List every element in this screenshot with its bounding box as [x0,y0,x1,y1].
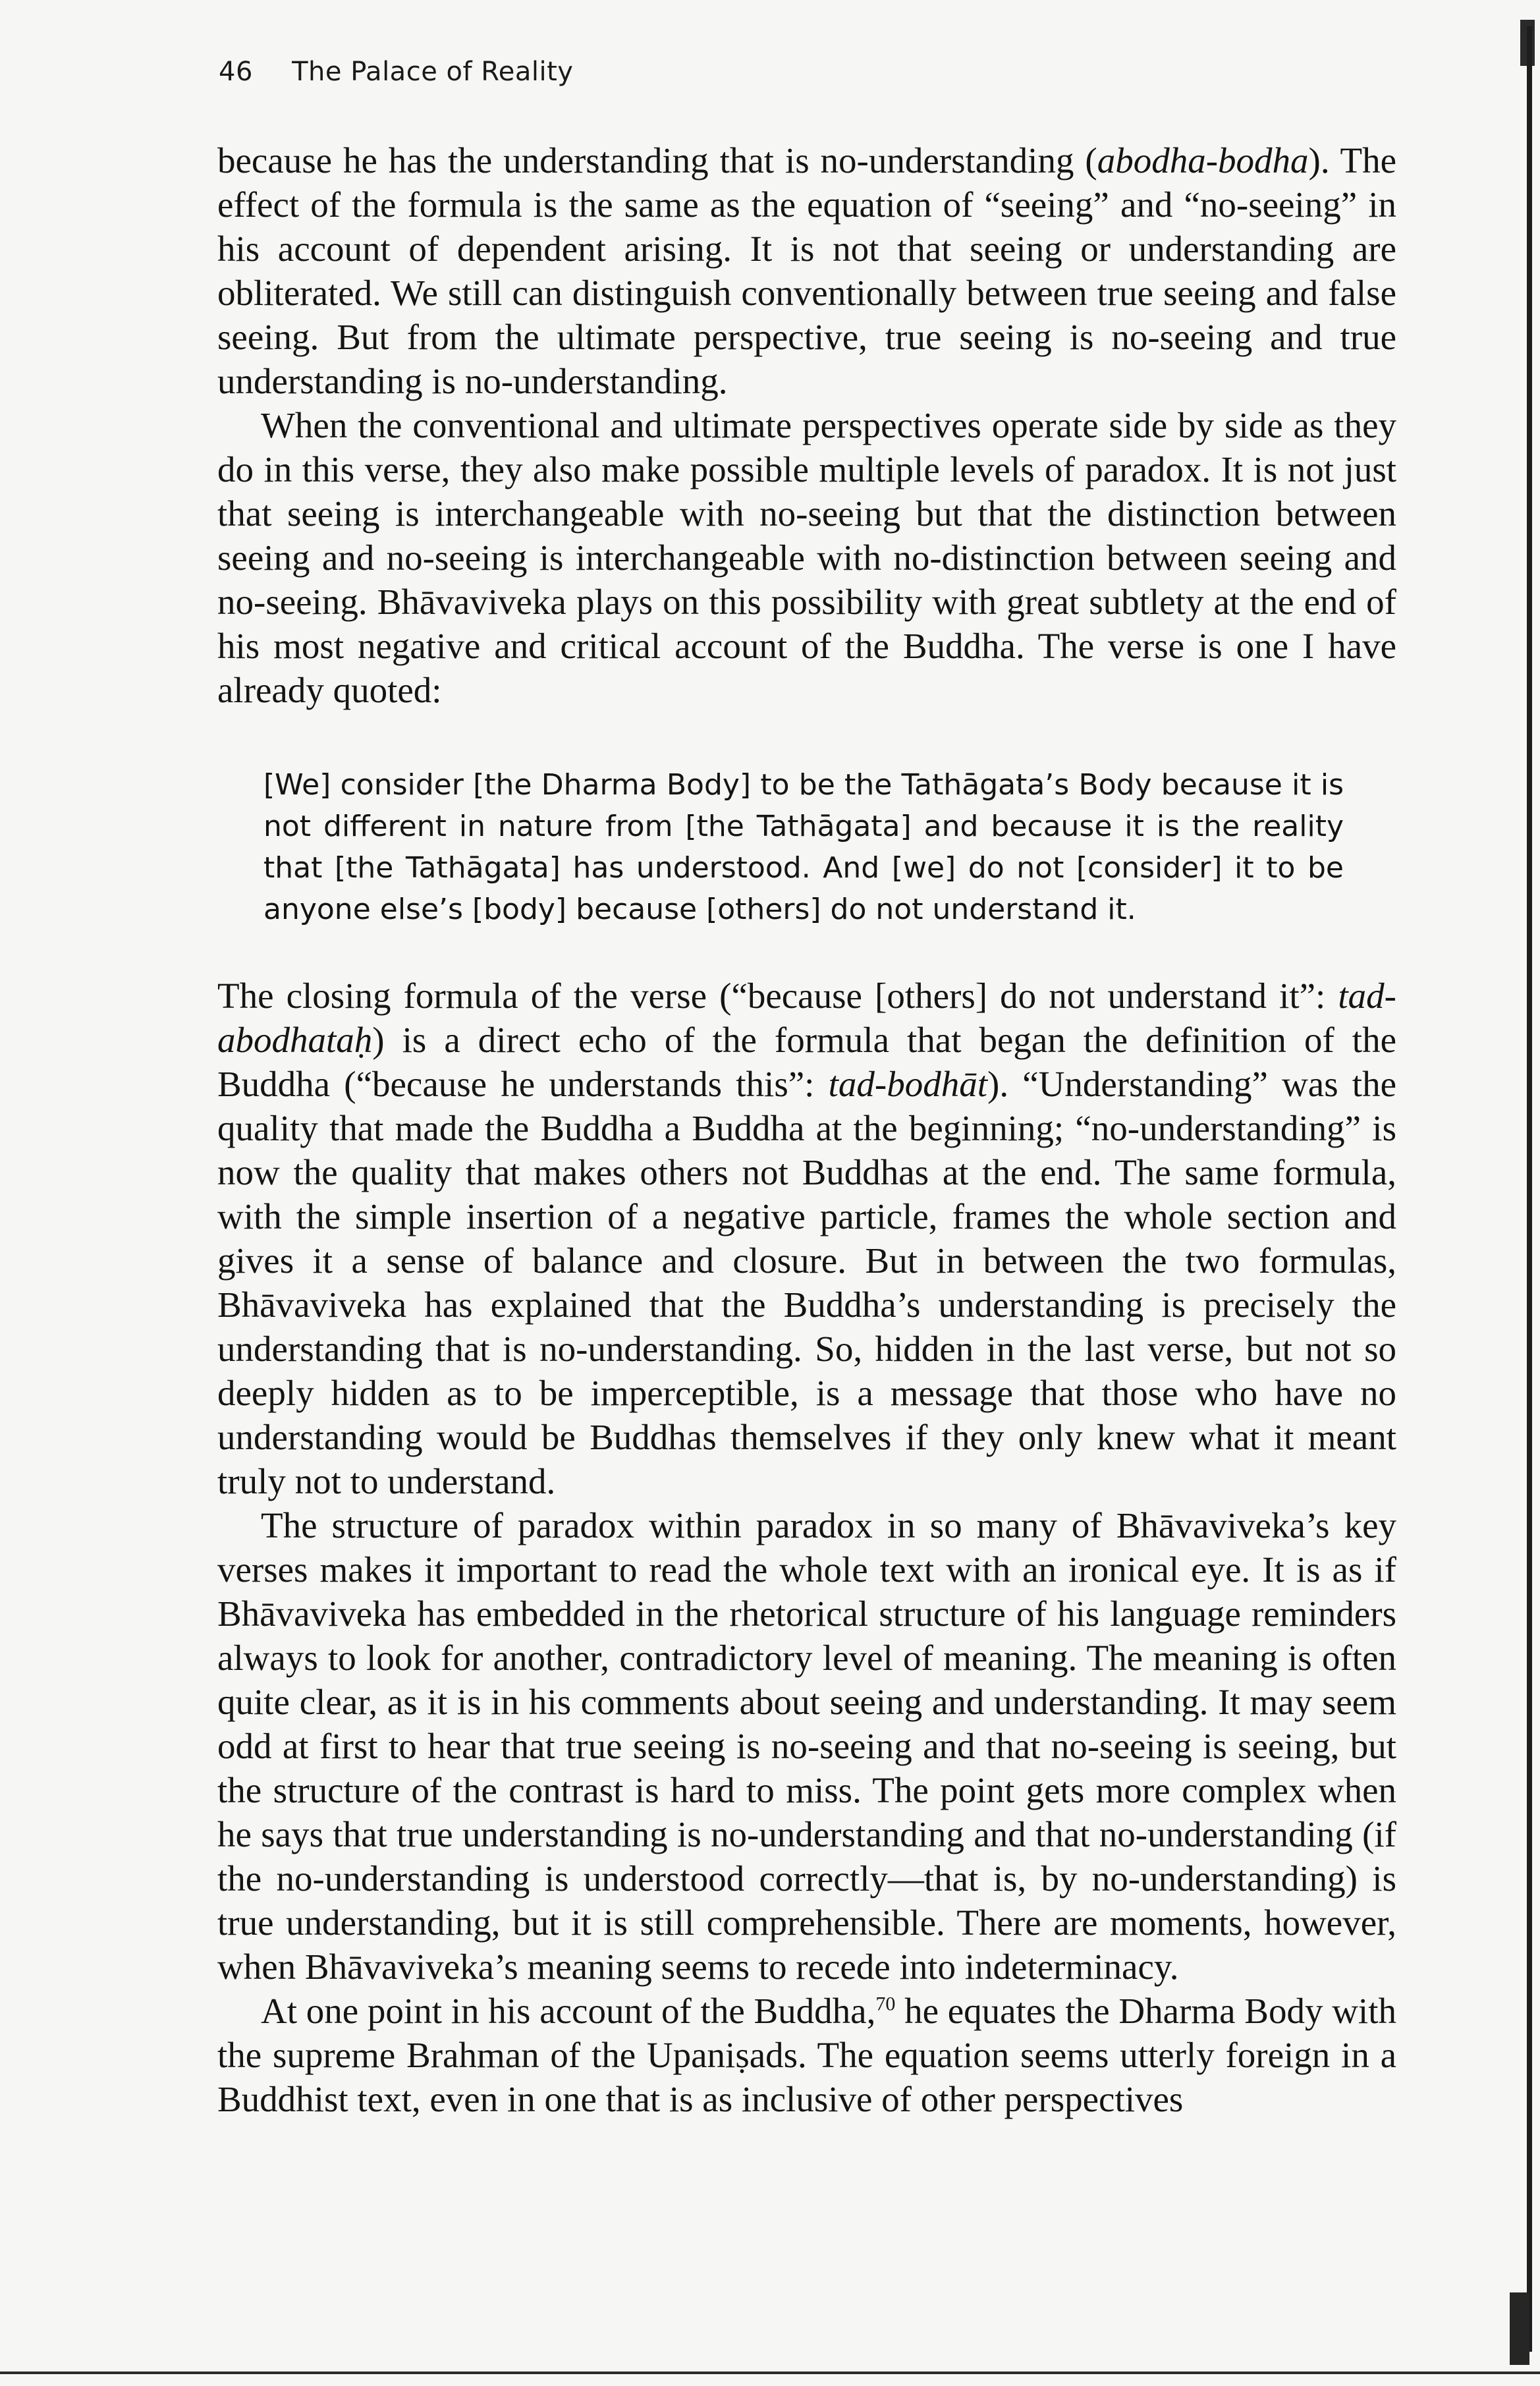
running-title: The Palace of Reality [292,57,574,87]
scan-edge-shadow [1527,26,1532,2352]
running-header [219,57,573,87]
sanskrit-term: tad-bodhāt [828,1064,987,1104]
scan-bottom-edge [0,2372,1540,2374]
sanskrit-term: tad-abodhataḥ [217,976,1396,1060]
body-text-bottom [217,974,1396,2121]
block-quote: [We] consider [the Dharma Body] to be the Tathāgata’s Body because it is not different in nature from [the Tathāgata] and because it is the reality that [the Tathāgata] has understood. And [we] do not [consider] it to be anyone else’s [body] because [others] do not understand it. [263,768,1344,926]
paragraph: because he has the understanding that is no-understanding (abodha-bodha). The effect of the formula is the same as the equation of “seeing” and “no-seeing” in his account of dependent arising. It is not that seeing or understanding are obliterated. We still can distinguish conventionally between true seeing and false seeing. But from the ultimate perspective, true seeing is no-seeing and true understanding is no-understanding. [217,140,1396,401]
paragraph: The closing formula of the verse (“because [others] do not understand it”: tad-abodhataḥ) is a direct echo of the formula that began the definition of the Buddha (“because he understands this”: tad-bodhāt). “Understanding” was the quality that made the Buddha a Buddha at the beginning; “no-understanding” is now the quality that makes others not Buddhas at the end. The same formula, with the simple insertion of a negative particle, frames the whole section and gives it a sense of balance and closure. But in between the two formulas, Bhāvaviveka has explained that the Buddha’s understanding is precisely the understanding that is no-understanding. So, hidden in the last verse, but not so deeply hidden as to be imperceptible, is a message that those who have no understanding would be Buddhas themselves if they only knew what it meant truly not to understand. [217,976,1396,1501]
paragraph: At one point in his account of the Buddha,$^{70}$ he equates the Dharma Body with the supreme Brahman of the Upaniṣads. The equation seems utterly foreign in a Buddhist text, even in one that is as inclusive of other perspectives [217,1991,1396,2119]
page-number: 46 [219,57,253,87]
paragraph: When the conventional and ultimate perspectives operate side by side as they do in this verse, they also make possible multiple levels of paradox. It is not just that seeing is interchangeable with no-seeing but that the distinction between seeing and no-seeing is interchangeable with no-distinction between seeing and no-seeing. Bhāvaviveka plays on this possibility with great subtlety at the end of his most negative and critical account of the Buddha. The verse is one I have already quoted: [217,405,1396,710]
body-text-top [217,138,1396,712]
paragraph: The structure of paradox within paradox in so many of Bhāvaviveka’s key verses makes it important to read the whole text with an ironical eye. It is as if Bhāvaviveka has embedded in the rhetorical structure of his language reminders always to look for another, contradictory level of meaning. The meaning is often quite clear, as it is in his comments about seeing and understanding. It may seem odd at first to hear that true seeing is no-seeing and that no-seeing is seeing, but the structure of the contrast is hard to miss. The point gets more complex when he says that true understanding is no-understanding and that no-understanding (if the no-understanding is understood correctly—that is, by no-understanding) is true understanding, but it is still comprehensible. There are moments, however, when Bhāvaviveka’s meaning seems to recede into indeterminacy. [217,1505,1396,1987]
footnote-marker: 70 [875,1993,896,2015]
sanskrit-term: abodha-bodha [1097,140,1309,180]
scan-edge-mark [1510,2292,1529,2365]
